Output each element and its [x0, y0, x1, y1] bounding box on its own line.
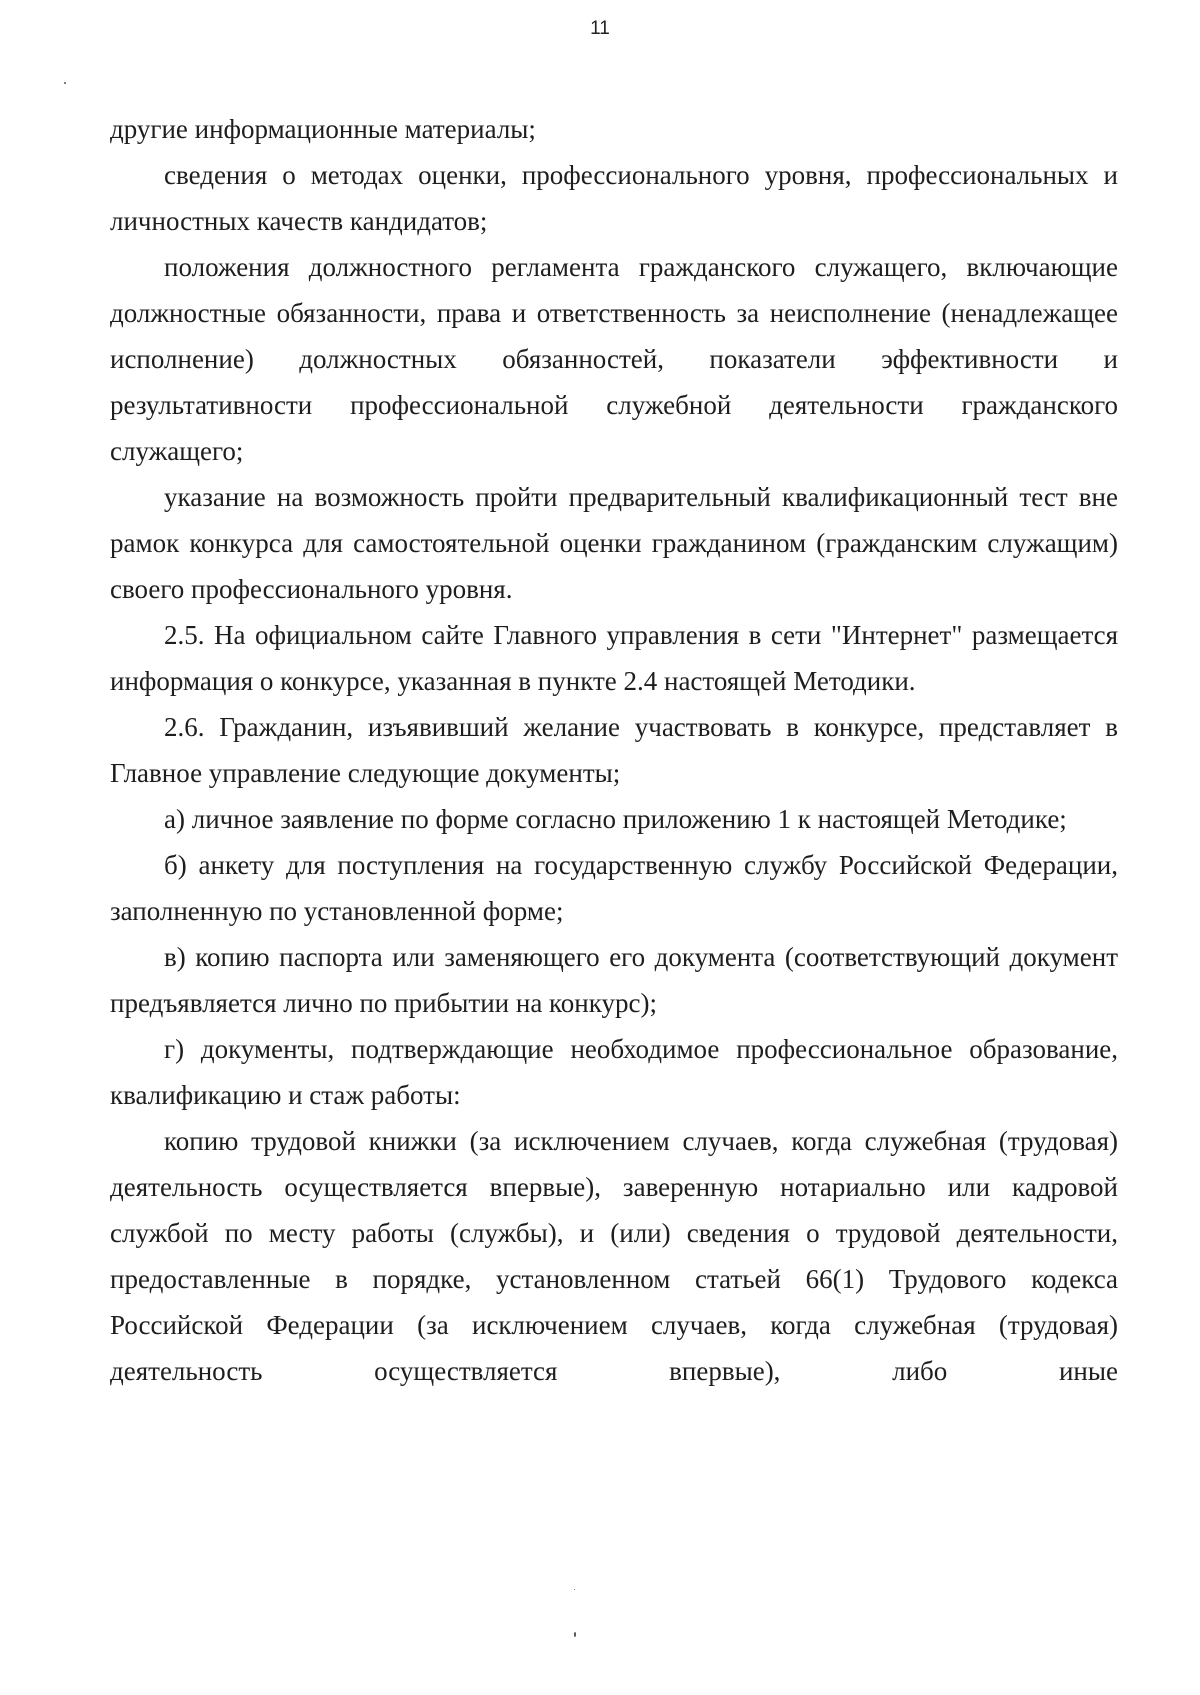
paragraph-section-2-6: 2.6. Гражданин, изъявивший желание участвовать в конкурсе, представляет в Главное управление следующие документы;: [110, 712, 1118, 788]
page-number: 11: [590, 18, 610, 39]
paragraph-qualification-test: указание на возможность пройти предварительный квалификационный тест вне рамок конкурса для самостоятельной оценки гражданином (гражданским служащим) своего профессионального уровня.: [110, 482, 1118, 604]
list-item-b: б) анкету для поступления на государственную службу Российской Федерации, заполненную по установленной форме;: [110, 850, 1118, 926]
list-item-v: в) копию паспорта или заменяющего его документа (соответствующий документ предъявляется лично по прибытии на конкурс);: [110, 942, 1118, 1018]
list-item-a: а) личное заявление по форме согласно приложению 1 к настоящей Методике;: [164, 804, 1067, 834]
scan-speck: [574, 1589, 575, 1590]
paragraph-work-record-copy: копию трудовой книжки (за исключением случаев, когда служебная (трудовая) деятельность осуществляется впервые), заверенную нотариально или кадровой службой по месту работы (службы), и (или) сведения о трудовой деятельности, предоставленные в порядке, установленном статьей 66(1) Трудового кодекса Российской Федерации (за исключением случаев, когда служебная (трудовая) деятельность осуществляется впервые), либо иные: [110, 1126, 1118, 1386]
paragraph-assessment-methods: сведения о методах оценки, профессионального уровня, профессиональных и личностных качеств кандидатов;: [110, 160, 1118, 236]
paragraph-section-2-5: 2.5. На официальном сайте Главного управления в сети "Интернет" размещается информация о конкурсе, указанная в пункте 2.4 настоящей Методики.: [110, 620, 1118, 696]
list-item-g: г) документы, подтверждающие необходимое профессиональное образование, квалификацию и стаж работы:: [110, 1034, 1118, 1110]
document-body: [110, 106, 1118, 1394]
paragraph-other-materials: другие информационные материалы;: [110, 114, 536, 144]
paragraph-job-regulations: положения должностного регламента гражданского служащего, включающие должностные обязанности, права и ответственность за неисполнение (ненадлежащее исполнение) должностных обязанностей, показатели эффективности и результативности профессиональной служебной деятельности гражданского служащего;: [110, 252, 1118, 466]
scan-speck: [574, 1632, 576, 1637]
scan-speck: [64, 82, 66, 84]
